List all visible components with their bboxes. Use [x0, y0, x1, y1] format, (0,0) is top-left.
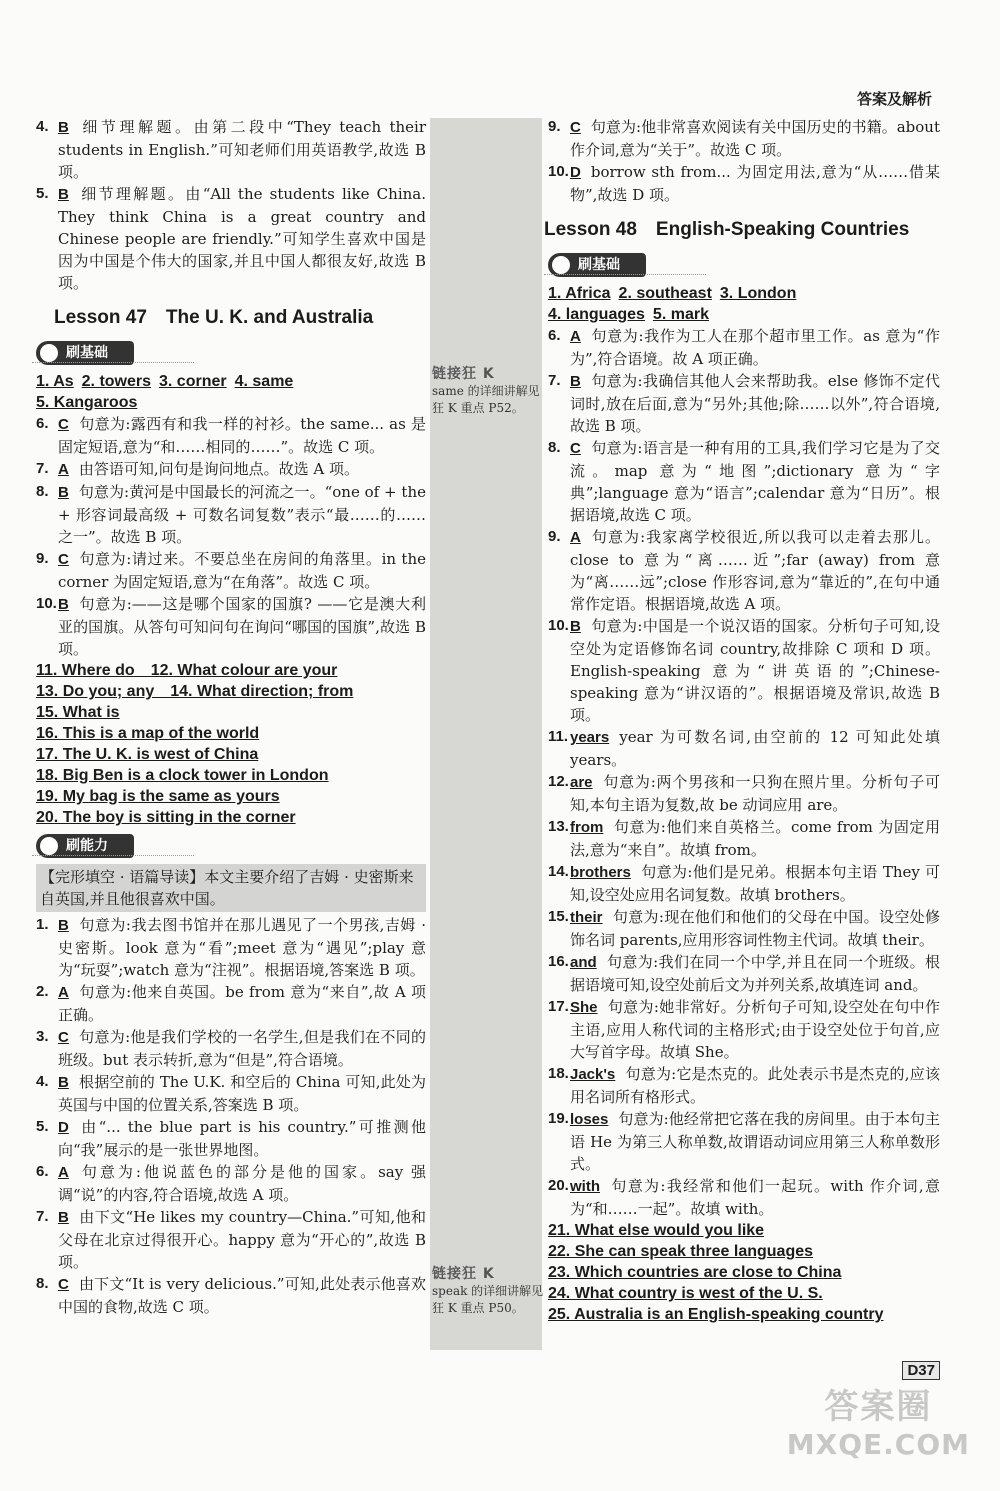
item-answer: C: [570, 119, 581, 136]
item-explanation: 句意为:黄河是中国最长的河流之一。“one of + the + 形容词最高级 + 可数名词复数”表示“最……的……之一”。故选 B 项。: [58, 483, 426, 546]
answer-item: [36, 1071, 426, 1116]
item-number: 18.: [548, 1065, 569, 1082]
item-answer: B: [58, 917, 69, 934]
item-number: 8.: [36, 1275, 49, 1292]
item-explanation: 句意为:他来自英国。be from 意为“来自”,故 A 项正确。: [58, 983, 426, 1024]
short-answer: 20. The boy is sitting in the corner: [36, 809, 296, 826]
section-header: 答案及解析: [856, 90, 932, 108]
item-answer: B: [58, 484, 69, 501]
sidebar-note-title: 链接狂 K: [432, 1266, 495, 1282]
item-number: 6.: [36, 415, 49, 432]
sidebar-note-title: 链接狂 K: [432, 366, 495, 382]
item-number: 11.: [548, 728, 569, 745]
item-answer: A: [58, 461, 69, 478]
item-number: 5.: [36, 1118, 49, 1135]
short-answer: 22. She can speak three languages: [548, 1243, 814, 1260]
answer-item: [548, 1108, 940, 1175]
short-answer: 25. Australia is an English-speaking country: [548, 1306, 884, 1323]
item-answer: B: [58, 596, 69, 613]
item-answer: C: [570, 440, 581, 457]
item-number: 20.: [548, 1177, 569, 1194]
item-explanation: year 为可数名词,由空前的 12 可知此处填 years。: [570, 728, 940, 769]
item-explanation: 句意为:我们在同一个中学,并且在同一个班级。根据语境可知,设空处前后文为并列关系,故填连词 and。: [570, 953, 940, 994]
item-number: 9.: [548, 528, 561, 545]
item-number: 19.: [548, 1110, 569, 1127]
answer-item: [548, 861, 940, 906]
item-explanation: 由“... the blue part is his country.”可推测他向“我”展示的是一张世界地图。: [58, 1118, 426, 1159]
reading-guide: 【完形填空 · 语篇导读】本文主要介绍了吉姆 · 史密斯来自英国,并且他很喜欢中国。: [36, 864, 426, 912]
item-number: 6.: [548, 327, 561, 344]
item-explanation: 细节理解题。由“All the students like China. They think China is a great country and Chinese people are friendly.”可知学生喜欢中国是因为中国是个伟大的国家,并且中国人都很友好,故选 B 项。: [58, 185, 426, 292]
item-number: 9.: [548, 118, 561, 135]
answer-item: [548, 906, 940, 951]
item-number: 8.: [548, 439, 561, 456]
answer-item: [548, 1175, 940, 1220]
item-answer: A: [570, 529, 581, 546]
short-answer: 16. This is a map of the world: [36, 725, 260, 742]
answer-item: [548, 370, 940, 437]
short-answer: 18. Big Ben is a clock tower in London: [36, 767, 329, 784]
item-answer: B: [58, 1209, 69, 1226]
item-explanation: 句意为:他经常把它落在我的房间里。由于本句主语 He 为第三人称单数,故谓语动词应用第三人称单数形式。: [570, 1110, 940, 1173]
item-number: 17.: [548, 998, 569, 1015]
answer-item: [548, 771, 940, 816]
answer-item: [548, 951, 940, 996]
item-answer: She: [570, 999, 598, 1016]
item-explanation: 句意为:语言是一种有用的工具,我们学习它是为了交流。map 意为“地图”;dictionary 意为“字典”;language 意为“语言”;calendar 意为“日历”。根据语境,故选 C 项。: [570, 439, 940, 524]
answer-item: [548, 526, 940, 615]
answer-item: [548, 816, 940, 861]
item-answer: B: [58, 1074, 69, 1091]
sidebar-note-text: same 的详细讲解见狂 K 重点 P52。: [432, 384, 540, 415]
item-number: 13.: [548, 818, 569, 835]
item-explanation: 由答语可知,问句是询问地点。故选 A 项。: [78, 460, 359, 478]
item-explanation: 句意为:他说蓝色的部分是他的国家。say 强调“说”的内容,符合语境,故选 A 项。: [58, 1163, 426, 1204]
item-number: 2.: [36, 983, 49, 1000]
item-answer: B: [570, 373, 581, 390]
item-explanation: 句意为:中国是一个说汉语的国家。分析句子可知,设空处为定语修饰名词 country,故排除 C 项和 D 项。English-speaking 意为“讲英语的”;Chinese-speaking 意为“讲汉语的”。根据语境及常识,故选 B 项。: [570, 617, 940, 724]
item-number: 3.: [36, 1028, 49, 1045]
short-answer: 23. Which countries are close to China: [548, 1264, 842, 1281]
item-explanation: 句意为:他是我们学校的一名学生,但是我们在不同的班级。but 表示转折,意为“但是”,符合语境。: [58, 1028, 426, 1069]
item-number: 5.: [36, 185, 49, 202]
item-number: 15.: [548, 908, 569, 925]
short-answer: 15. What is: [36, 704, 120, 721]
sidebar-note-text: speak 的详细讲解见狂 K 重点 P50。: [432, 1284, 544, 1315]
item-answer: B: [58, 186, 69, 203]
item-number: 10.: [548, 617, 569, 634]
short-answer: 19. My bag is the same as yours: [36, 788, 280, 805]
section-badge: 刷基础: [548, 253, 646, 277]
item-number: 6.: [36, 1163, 49, 1180]
item-explanation: 细节理解题。由第二段中“They teach their students in English.”可知老师们用英语教学,故选 B 项。: [58, 118, 426, 181]
item-answer: years: [570, 729, 610, 746]
answer-item: [36, 1026, 426, 1071]
answer-item: [36, 481, 426, 548]
item-answer: B: [58, 119, 69, 136]
item-number: 14.: [548, 863, 569, 880]
short-answer: 21. What else would you like: [548, 1222, 765, 1239]
item-answer: C: [58, 416, 69, 433]
answer-item: [36, 458, 426, 481]
item-explanation: 句意为:我经常和他们一起玩。with 作介词,意为“和……一起”。故填 with。: [570, 1177, 940, 1218]
short-answer: 13. Do you; any 14. What direction; from: [36, 683, 354, 700]
item-number: 10.: [36, 595, 57, 612]
item-answer: C: [58, 1029, 69, 1046]
answer-item: [36, 914, 426, 981]
item-explanation: 句意为:我作为工人在那个超市里工作。as 意为“作为”,符合语境。故 A 项正确。: [570, 327, 940, 368]
item-explanation: 句意为:他们是兄弟。根据本句主语 They 可知,设空处应用名词复数。故填 brothers。: [570, 863, 940, 904]
item-number: 12.: [548, 773, 569, 790]
answer-item: [36, 1161, 426, 1206]
section-badge: 刷基础: [36, 341, 134, 365]
short-answer: 24. What country is west of the U. S.: [548, 1285, 823, 1302]
answer-item: [36, 1116, 426, 1161]
item-answer: are: [570, 774, 593, 791]
item-explanation: 句意为:——这是哪个国家的国旗? ——它是澳大利亚的国旗。从答句可知问句在询问“哪国的国旗”,故选 B 项。: [58, 595, 426, 658]
short-answer: 17. The U. K. is west of China: [36, 746, 259, 763]
answer-item: [36, 183, 426, 294]
answer-item: [548, 325, 940, 370]
item-explanation: 句意为:我去图书馆并在那儿遇见了一个男孩,吉姆 · 史密斯。look 意为“看”;meet 意为“遇见”;play 意为“玩耍”;watch 意为“注视”。根据语境,答案选 B 项。: [58, 916, 426, 979]
item-answer: A: [58, 984, 69, 1001]
item-number: 1.: [36, 916, 49, 933]
item-answer: Jack's: [570, 1066, 616, 1083]
basic-answers: 1. Africa 2. southeast 3. London: [548, 285, 797, 302]
sidebar-note-speak: [432, 1266, 544, 1317]
answer-item: [548, 726, 940, 771]
item-answer: and: [570, 954, 597, 971]
item-number: 10.: [548, 163, 569, 180]
item-explanation: 句意为:他们来自英格兰。come from 为固定用法,意为“来自”。故填 from。: [570, 818, 940, 859]
item-answer: D: [58, 1119, 69, 1136]
lesson-title: Lesson 47 The U. K. and Australia: [54, 307, 374, 328]
item-answer: A: [570, 328, 581, 345]
answer-item: [36, 1206, 426, 1273]
answer-item: [548, 1063, 940, 1108]
left-column: [36, 116, 426, 1318]
item-explanation: 句意为:露西有和我一样的衬衫。the same... as 是固定短语,意为“和……相同的……”。故选 C 项。: [58, 415, 426, 456]
item-explanation: borrow sth from... 为固定用法,意为“从……借某物”,故选 D 项。: [570, 163, 940, 204]
answer-item: [548, 437, 940, 526]
item-explanation: 由下文“It is very delicious.”可知,此处表示他喜欢中国的食物,故选 C 项。: [58, 1275, 426, 1316]
item-number: 16.: [548, 953, 569, 970]
sidebar-note-same: [432, 366, 544, 417]
page-number: D37: [902, 1361, 940, 1380]
answer-item: [36, 981, 426, 1026]
item-explanation: 句意为:现在他们和他们的父母在中国。设空处修饰名词 parents,应用形容词性物主代词。故填 their。: [570, 908, 940, 949]
item-answer: from: [570, 819, 604, 836]
answer-item: [36, 413, 426, 458]
item-explanation: 句意为:他非常喜欢阅读有关中国历史的书籍。about 作介词,意为“关于”。故选 C 项。: [570, 118, 940, 159]
item-answer: D: [570, 164, 581, 181]
item-number: 7.: [548, 372, 561, 389]
answer-item: [548, 615, 940, 726]
item-explanation: 句意为:她非常好。分析句子可知,设空处在句中作主语,应用人称代词的主格形式;由于设空处位于句首,应大写首字母。故填 She。: [570, 998, 940, 1061]
answer-item: [548, 116, 940, 161]
item-answer: C: [58, 1276, 69, 1293]
answer-item: [36, 116, 426, 183]
item-explanation: 句意为:两个男孩和一只狗在照片里。分析句子可知,本句主语为复数,故 be 动词应用 are。: [570, 773, 940, 814]
item-answer: with: [570, 1178, 600, 1195]
item-answer: A: [58, 1164, 69, 1181]
answer-item: [36, 593, 426, 660]
item-number: 8.: [36, 483, 49, 500]
lesson-title: Lesson 48 English-Speaking Countries: [544, 219, 910, 240]
right-column: [544, 116, 940, 1325]
watermark: 答案圈 MXQE.COM: [786, 1387, 970, 1461]
answer-item: [548, 161, 940, 206]
item-explanation: 根据空前的 The U.K. 和空后的 China 可知,此处为英国与中国的位置关系,答案选 B 项。: [58, 1073, 426, 1114]
item-answer: brothers: [570, 864, 631, 881]
item-answer: C: [58, 551, 69, 568]
item-answer: loses: [570, 1111, 609, 1128]
basic-answers: 4. languages 5. mark: [548, 306, 709, 323]
answer-item: [548, 996, 940, 1063]
item-explanation: 由下文“He likes my country—China.”可知,他和父母在北京过得很开心。happy 意为“开心的”,故选 B 项。: [58, 1208, 426, 1271]
basic-answers: 1. As 2. towers 3. corner 4. same: [36, 373, 294, 390]
answer-item: [36, 1273, 426, 1318]
item-number: 9.: [36, 550, 49, 567]
item-number: 4.: [36, 1073, 49, 1090]
item-number: 7.: [36, 460, 49, 477]
item-explanation: 句意为:它是杰克的。此处表示书是杰克的,应该用名词所有格形式。: [570, 1065, 940, 1106]
answer-item: [36, 548, 426, 593]
item-explanation: 句意为:请过来。不要总坐在房间的角落里。in the corner 为固定短语,意为“在角落”。故选 C 项。: [58, 550, 426, 591]
item-explanation: 句意为:我家离学校很近,所以我可以走着去那儿。close to 意为“离……近”;far (away) from 意为“离……远”;close 作形容词,意为“靠近的”,在句中通常作定语。根据语境,故选 A 项。: [570, 528, 940, 613]
item-answer: their: [570, 909, 603, 926]
item-number: 7.: [36, 1208, 49, 1225]
item-number: 4.: [36, 118, 49, 135]
short-answer: 11. Where do 12. What colour are your: [36, 662, 338, 679]
sidebar-strip: [430, 118, 542, 1350]
item-answer: B: [570, 618, 581, 635]
section-badge: 刷能力: [36, 834, 134, 858]
basic-answers: 5. Kangaroos: [36, 394, 138, 411]
item-explanation: 句意为:我确信其他人会来帮助我。else 修饰不定代词时,放在后面,意为“另外;其他;除……以外”,符合语境,故选 B 项。: [570, 372, 940, 435]
